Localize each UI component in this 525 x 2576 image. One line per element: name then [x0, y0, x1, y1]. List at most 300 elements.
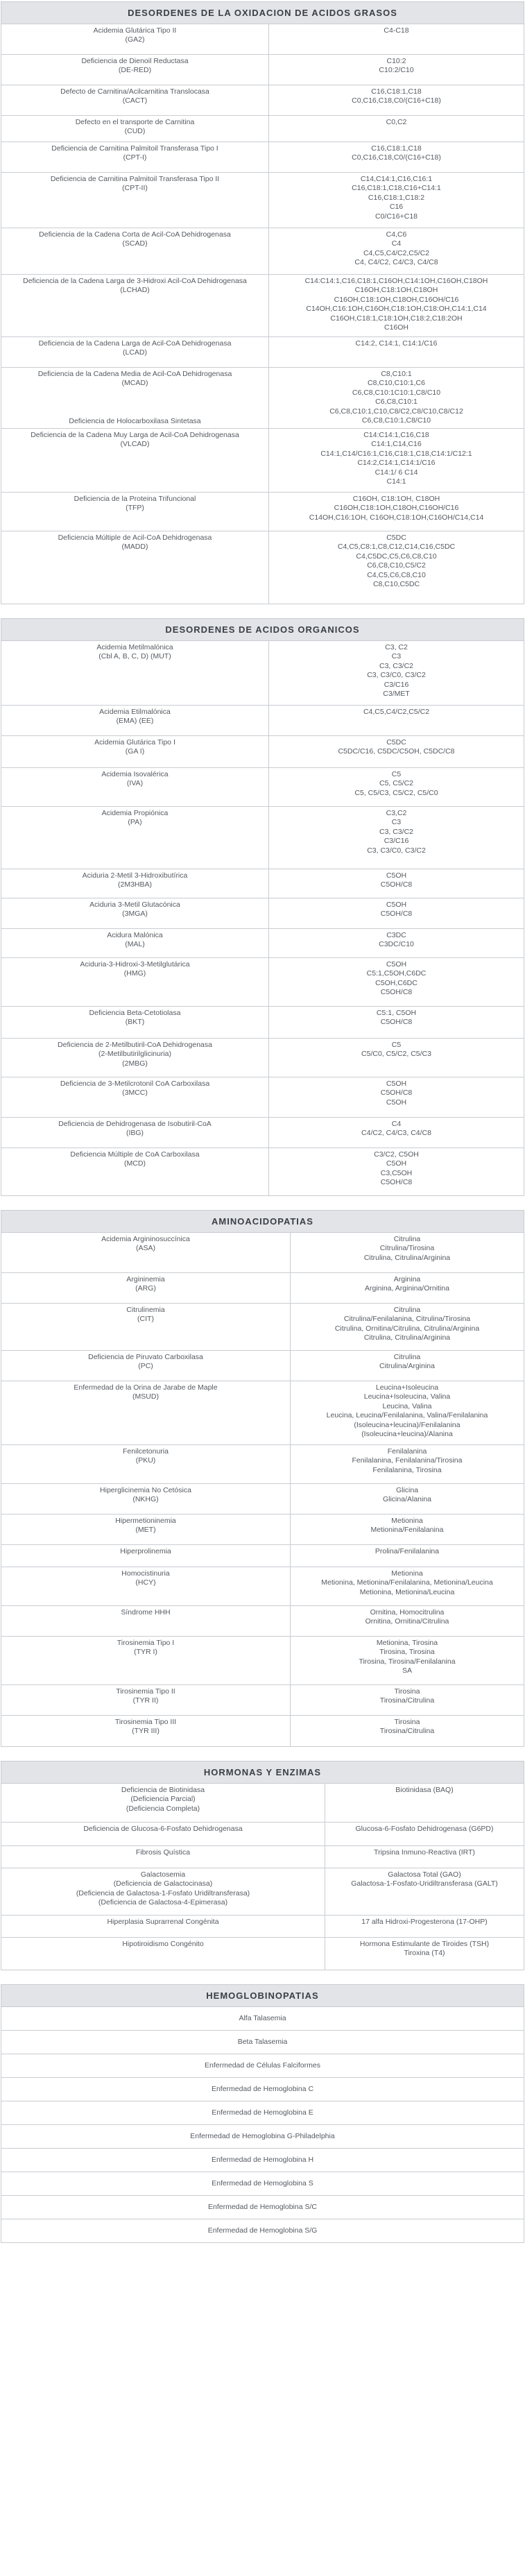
section-organic-acids [1, 618, 524, 1196]
disorder-name-line: Hiperprolinemia [120, 1547, 171, 1555]
disorder-name-line: (Deficiencia de Galactosa-4-Epimerasa) [98, 1898, 228, 1907]
marker-cell [269, 493, 524, 531]
hemoglobinopathy-name: Beta Talasemia [237, 2038, 288, 2046]
disorder-name-line: (Cbl A, B, C, D) (MUT) [98, 652, 171, 661]
disorder-name-cell [1, 1381, 291, 1444]
marker-cell [325, 1868, 524, 1915]
disorder-name-line: (2-Metilbutirilglicinuria) [98, 1050, 172, 1059]
marker-line: C6,C8,C10:1C10:1,C8/C10 [352, 388, 441, 397]
table-row [1, 929, 524, 958]
disorder-name-cell [1, 807, 269, 869]
disorder-name-cell [1, 1637, 291, 1684]
marker-line: C3, C3/C2 [379, 661, 414, 670]
disorder-name-line: Homocistinuria [121, 1569, 170, 1578]
marker-line: C3/MET [383, 690, 410, 699]
disorder-name-line: (PKU) [135, 1456, 156, 1465]
marker-line: C8,C10:1 [381, 370, 412, 378]
marker-cell [269, 531, 524, 604]
marker-cell [269, 429, 524, 492]
list-item [1, 2219, 524, 2242]
disorder-name-line: Deficiencia de 3-Metilcrotonil CoA Carboxilasa [60, 1080, 210, 1088]
disorder-name-line: Tirosinemia Tipo I [117, 1639, 175, 1647]
marker-line: SA [402, 1666, 412, 1675]
marker-cell [291, 1445, 524, 1483]
marker-cell [325, 1784, 524, 1822]
marker-line: C5OH [386, 871, 407, 880]
disorder-name-cell [1, 1233, 291, 1272]
disorder-name-line: Deficiencia Múltiple de CoA Carboxilasa [70, 1150, 200, 1159]
table-row [1, 1846, 524, 1868]
marker-line: Tirosina [394, 1718, 420, 1726]
marker-line: (Isoleucina+leucina)/Alanina [361, 1430, 453, 1439]
disorder-rows [1, 24, 524, 604]
marker-line: Metionina, Tirosina [376, 1639, 438, 1647]
disorder-name-cell [1, 24, 269, 54]
list-item [1, 2031, 524, 2054]
marker-line: C4 [391, 239, 402, 248]
marker-line: Ornitina, Ornitina/Citrulina [365, 1617, 449, 1626]
disorder-name-line: (VLCAD) [120, 440, 150, 449]
marker-cell [291, 1606, 524, 1636]
disorder-name-cell [1, 55, 269, 85]
disorder-name-line: Fenilcetonuria [123, 1447, 169, 1456]
marker-line: C4,C5,C6,C8,C10 [367, 570, 426, 579]
marker-cell [291, 1484, 524, 1514]
table-row [1, 1868, 524, 1916]
table-row [1, 1233, 524, 1273]
table-row [1, 493, 524, 531]
marker-cell [291, 1515, 524, 1544]
marker-cell [325, 1938, 524, 1970]
table-row [1, 768, 524, 807]
marker-line: C16OH, C18:1OH, C18OH [352, 495, 440, 503]
marker-line: Citrulina/Arginina [379, 1362, 435, 1371]
disorder-name-line: (EMA) (EE) [116, 717, 154, 726]
marker-cell [269, 1007, 524, 1038]
disorder-name-cell [1, 1148, 269, 1195]
table-row [1, 1118, 524, 1148]
disorder-name-line: (HCY) [135, 1578, 156, 1587]
marker-line: C4,C5,C8:1,C8,C12,C14,C16,C5DC [337, 543, 456, 552]
marker-line: Tirosina, Tirosina/Fenilalanina [359, 1657, 456, 1666]
table-row [1, 228, 524, 275]
marker-line: C4,C5DC,C5,C6,C8,C10 [356, 552, 437, 561]
disorder-name-cell [1, 1846, 325, 1868]
marker-line: C4/C2, C4/C3, C4/C8 [361, 1129, 431, 1138]
marker-line: Metionina, Metionina/Fenilalanina, Metionina/Leucina [321, 1578, 493, 1587]
table-row [1, 1304, 524, 1351]
disorder-name-cell [1, 1784, 325, 1822]
marker-line: C4 [391, 1120, 402, 1128]
marker-cell [291, 1351, 524, 1381]
disorder-name-line: Aciduria-3-Hidroxi-3-Metilglutárica [80, 960, 190, 969]
marker-line: C5OH [386, 1080, 407, 1088]
section-fatty-acid-oxidation [1, 1, 524, 604]
marker-line: Tripsina Inmuno-Reactiva (IRT) [374, 1848, 475, 1857]
marker-cell [269, 958, 524, 1006]
marker-line: Fenilalanina, Tirosina [372, 1465, 442, 1474]
marker-line: C14:1/ 6 C14 [375, 468, 418, 477]
marker-cell [291, 1685, 524, 1715]
disorder-name-line: Tirosinemia Tipo II [116, 1687, 175, 1696]
table-row [1, 531, 524, 604]
disorder-name-line: (DE-RED) [118, 66, 152, 75]
marker-cell [269, 898, 524, 928]
disorder-name-line: Deficiencia de la Cadena Larga de Acil-CoA Dehidrogenasa [38, 339, 232, 348]
marker-line: Galactosa-1-Fosfato-Uridiltransferasa (GALT) [351, 1879, 498, 1888]
marker-line: C6,C8,C10,C5/C2 [367, 561, 426, 570]
marker-cell [269, 24, 524, 54]
marker-line: C5:1,C5OH,C6DC [366, 969, 427, 978]
marker-line: C16,C18:1,C18 [371, 144, 422, 153]
disorder-name-line: (ARG) [135, 1284, 156, 1293]
disorder-name-cell [1, 1484, 291, 1514]
disorder-name-line: Acidemia Metilmalónica [96, 643, 173, 651]
section-title: HORMONAS Y ENZIMAS [1, 1762, 524, 1784]
marker-line: Arginina [393, 1275, 421, 1283]
marker-cell [269, 85, 524, 115]
disorder-name-cell [1, 1351, 291, 1381]
marker-line: C14OH,C16:1OH,C16OH,C18:1OH,C18:OH,C14:1,C14 [306, 305, 487, 314]
marker-line: C5OH/C8 [380, 910, 413, 919]
marker-line: C14:C14:1,C16,C18:1,C16OH,C14:1OH,C16OH,C18OH [304, 277, 488, 285]
marker-cell [269, 706, 524, 735]
marker-line: Citrulina [393, 1306, 421, 1314]
disorder-name-line: (3MCC) [122, 1089, 148, 1098]
table-row [1, 1039, 524, 1077]
disorder-name-line: (PC) [138, 1362, 153, 1371]
table-row [1, 142, 524, 173]
marker-line: Tirosina, Tirosina [379, 1648, 435, 1657]
marker-line: Leucina, Valina [382, 1401, 432, 1410]
list-item [1, 2172, 524, 2196]
section-aminoacidopathies [1, 1210, 524, 1747]
table-row [1, 55, 524, 85]
list-item [1, 2125, 524, 2149]
disorder-name-line: (PA) [128, 818, 142, 827]
disorder-name-line: Acidemia Etilmalónica [99, 708, 171, 716]
marker-line: Metionina [391, 1569, 423, 1578]
disorder-name-cell [1, 1273, 291, 1303]
disorder-name-cell [1, 1716, 291, 1746]
marker-line: C3 [391, 652, 402, 661]
table-row [1, 173, 524, 228]
marker-line: C5OH/C8 [380, 1089, 413, 1098]
marker-line: Citrulina [393, 1353, 421, 1361]
section-title: DESORDENES DE ACIDOS ORGANICOS [1, 619, 524, 641]
disorder-name-cell [1, 1823, 325, 1845]
disorder-name-line: (MCD) [124, 1159, 146, 1168]
table-row [1, 1716, 524, 1746]
marker-line: C5 [391, 770, 402, 778]
marker-cell [291, 1716, 524, 1746]
marker-line: C14:1,C14/C16:1,C16,C18:1,C18,C14:1/C12:1 [320, 449, 472, 458]
marker-line: Metionina [391, 1517, 423, 1525]
marker-line: C16OH,C18:1OH,C18OH,C16OH/C16 [334, 504, 459, 513]
disorder-name-line: Deficiencia de Glucosa-6-Fosfato Dehidrogenasa [83, 1825, 243, 1833]
disorder-name-line: (CPT-I) [123, 153, 147, 162]
disorder-name-cell [1, 368, 269, 428]
marker-cell [325, 1846, 524, 1868]
disorder-name-line: (LCAD) [122, 348, 147, 357]
table-row [1, 1567, 524, 1606]
marker-line: C5OH [386, 960, 407, 969]
marker-line: Ornitina, Homocitrulina [370, 1608, 445, 1617]
disorder-name-line: (GA I) [125, 747, 145, 756]
disorder-name-line: Deficiencia de la Cadena Larga de 3-Hidroxi Acil-CoA Dehidrogenasa [23, 277, 247, 285]
marker-line: C5DC/C16, C5DC/C5OH, C5DC/C8 [338, 747, 455, 756]
marker-line: C8,C10,C5DC [372, 580, 420, 589]
marker-line: C16OH,C18:1OH,C18OH [354, 286, 438, 295]
marker-line: C16,C18:1,C18,C16+C14:1 [352, 184, 441, 193]
marker-line: Citrulina, Citrulina/Arginina [363, 1253, 451, 1262]
marker-line: C10:2/C10 [379, 66, 414, 75]
table-row [1, 85, 524, 116]
marker-line: 17 alfa Hidroxi-Progesterona (17-OHP) [361, 1918, 488, 1926]
marker-line: Leucina+Isoleucina [375, 1383, 439, 1392]
marker-cell [269, 869, 524, 898]
marker-line: Biotinidasa (BAQ) [395, 1786, 454, 1794]
hemoglobinopathy-name: Enfermedad de Hemoglobina S/G [207, 2226, 318, 2235]
marker-line: C3, C2 [385, 643, 408, 651]
marker-line: C5 [391, 1041, 402, 1049]
disorder-name-line: Síndrome HHH [121, 1608, 171, 1617]
disorder-name-line: (GA2) [125, 35, 145, 44]
table-row [1, 116, 524, 142]
disorder-name-line: Acidemia Argininosuccínica [101, 1235, 190, 1243]
disorder-name-line: (MADD) [121, 543, 148, 552]
section-title: HEMOGLOBINOPATIAS [1, 1985, 524, 2007]
disorder-name-line: Deficiencia de Dienoil Reductasa [81, 57, 189, 65]
marker-line: C5:1, C5OH [376, 1009, 417, 1017]
disorder-name-line: (Deficiencia Parcial) [130, 1795, 196, 1804]
disorder-name-cell [1, 531, 269, 604]
marker-line: Fenilalanina, Fenilalanina/Tirosina [352, 1456, 463, 1465]
marker-line: (Isoleucina+leucina)/Fenilalanina [354, 1420, 461, 1429]
table-row [1, 429, 524, 493]
marker-line: Galactosa Total (GAO) [388, 1870, 461, 1879]
marker-cell [291, 1567, 524, 1605]
disorder-name-cell [1, 1445, 291, 1483]
section-title: AMINOACIDOPATIAS [1, 1211, 524, 1233]
table-row [1, 1077, 524, 1118]
disorder-name-line: Deficiencia de Carnitina Palmitoil Transferasa Tipo I [51, 144, 218, 153]
marker-line: C14:2, C14:1, C14:1/C16 [355, 339, 438, 348]
marker-cell [269, 368, 524, 428]
disorder-name-line: Defecto en el transporte de Carnitina [75, 118, 195, 126]
disorder-name-cell [1, 1916, 325, 1937]
marker-cell [291, 1545, 524, 1567]
disorder-name-cell [1, 1938, 325, 1970]
disorder-name-line: (HMG) [123, 969, 146, 978]
disorder-name-cell [1, 768, 269, 806]
disorder-name-line: (ASA) [135, 1244, 155, 1253]
hemoglobinopathy-name: Enfermedad de Hemoglobina H [211, 2156, 314, 2164]
marker-line: C3DC/C10 [379, 940, 414, 949]
disorder-name-cell [1, 1567, 291, 1605]
marker-line: Fenilalanina [387, 1447, 427, 1456]
marker-line: C5OH,C6DC [375, 978, 418, 987]
marker-line: C5DC [386, 738, 406, 747]
disorder-name-line: Hipermetioninemia [115, 1517, 176, 1525]
disorder-name-cell [1, 1606, 291, 1636]
table-row [1, 1545, 524, 1567]
disorder-name-line: Defecto de Carnitina/Acilcarnitina Translocasa [60, 87, 209, 96]
marker-line: C5DC [386, 534, 406, 542]
marker-line: C14,C14:1,C16,C16:1 [360, 175, 433, 183]
disorder-name-line: (IVA) [126, 779, 144, 788]
disorder-name-line: Hipotiroidismo Congénito [122, 1940, 204, 1948]
marker-line: Metionina/Fenilalanina [370, 1526, 444, 1535]
marker-line: Citrulina/Tirosina [379, 1244, 435, 1253]
table-row [1, 706, 524, 736]
marker-line: C5OH [386, 1159, 407, 1168]
disorder-name-line: Deficiencia Beta-Cetotiolasa [89, 1009, 181, 1017]
marker-line: Glicina [395, 1486, 419, 1494]
marker-line: C3 [391, 818, 402, 827]
disorder-name-cell [1, 1304, 291, 1350]
marker-line: C3DC [386, 931, 406, 939]
disorder-name-line: (MET) [135, 1526, 156, 1535]
disorder-name-line: Deficiencia de la Proteina Trifuncional [74, 495, 196, 503]
disorder-name-cell [1, 736, 269, 767]
disorder-name-cell [1, 1545, 291, 1567]
disorder-name-line: (IBG) [126, 1129, 144, 1138]
disorder-name-line: Deficiencia de Carnitina Palmitoil Transferasa Tipo II [50, 175, 220, 183]
disorder-name-cell [1, 228, 269, 274]
disorder-name-line: Hiperplasia Suprarrenal Congénita [107, 1918, 219, 1926]
disorder-name-cell [1, 929, 269, 957]
marker-line: C3,C5OH [380, 1168, 413, 1177]
marker-line: C3, C3/C0, C3/C2 [367, 671, 426, 680]
marker-line: C6,C8,C10:1 [375, 398, 418, 407]
table-row [1, 869, 524, 898]
table-row [1, 1381, 524, 1445]
marker-line: C3/C16 [384, 680, 409, 689]
disorder-name-cell [1, 85, 269, 115]
marker-line: Metionina, Metionina/Leucina [359, 1587, 455, 1596]
marker-cell [269, 55, 524, 85]
marker-cell [269, 228, 524, 274]
marker-line: C4,C5,C4/C2,C5/C2 [363, 708, 430, 716]
list-item [1, 2054, 524, 2078]
marker-cell [269, 736, 524, 767]
table-row [1, 337, 524, 368]
hemo-rows [1, 2007, 524, 2242]
table-row [1, 1685, 524, 1716]
marker-line: C8,C10,C10:1,C6 [368, 379, 425, 388]
marker-cell [269, 641, 524, 705]
disorder-name-line: (Deficiencia de Galactocinasa) [113, 1879, 213, 1888]
disorder-name-line: (TYR III) [132, 1727, 160, 1736]
marker-line: Hormona Estimulante de Tiroides (TSH) [359, 1940, 490, 1948]
disorder-name-line: Acidemia Glutárica Tipo II [93, 26, 177, 35]
disorder-name-line: Deficiencia de 2-Metilbutiril-CoA Dehidrogenasa [58, 1041, 212, 1049]
disorder-name-line: Hiperglicinemia No Cetósica [100, 1486, 191, 1494]
marker-line: C5OH/C8 [380, 1018, 413, 1027]
list-item [1, 2149, 524, 2172]
table-row [1, 368, 524, 429]
marker-line: C6,C8,C10:1,C10,C8/C2,C8/C10,C8/C12 [329, 407, 463, 416]
list-item [1, 2078, 524, 2101]
table-row [1, 1148, 524, 1195]
marker-line: C0,C16,C18,C0/(C16+C18) [352, 153, 441, 162]
disorder-name-line: (CPT-II) [122, 184, 148, 193]
disorder-name-cell [1, 173, 269, 228]
disorder-name-line: (LCHAD) [120, 286, 150, 295]
marker-line: C5OH/C8 [380, 880, 413, 889]
table-row [1, 1823, 524, 1846]
disorder-name-cell [1, 116, 269, 142]
disorder-name-line: Fibrosis Quística [135, 1848, 191, 1857]
disorder-name-line: Acidemia Isovalérica [101, 770, 169, 778]
disorder-name-line: (MAL) [125, 940, 145, 949]
marker-line: C16OH [384, 323, 408, 332]
marker-line: C16,C18:1,C18 [371, 87, 422, 96]
disorder-name-line: Acidura Malónica [107, 931, 163, 939]
hemoglobinopathy-name: Enfermedad de Hemoglobina S/C [207, 2203, 317, 2211]
marker-cell [269, 275, 524, 336]
marker-line: C4,C6 [386, 230, 407, 239]
table-row [1, 736, 524, 768]
table-row [1, 1916, 524, 1938]
marker-line: C16OH,C18:1OH,C18OH,C16OH/C16 [334, 295, 459, 304]
disorder-name-cell [1, 142, 269, 172]
marker-line: Citrulina, Citrulina/Arginina [363, 1333, 451, 1342]
marker-line: C4,C5,C4/C2,C5/C2 [363, 248, 430, 257]
disorder-name-line: Deficiencia de Biotinidasa [121, 1786, 205, 1794]
marker-cell [269, 807, 524, 869]
marker-line: C3,C2 [386, 809, 407, 817]
section-hormones-enzymes [1, 1761, 524, 1970]
marker-line: Glucosa-6-Fosfato Dehidrogenasa (G6PD) [355, 1825, 494, 1833]
disorder-name-line: (Deficiencia Completa) [126, 1804, 200, 1813]
disorder-name-line: (TYR I) [134, 1648, 157, 1657]
marker-line: C5/C0, C5/C2, C5/C3 [361, 1050, 431, 1059]
disorder-name-line: Acidemia Propiónica [101, 809, 169, 817]
marker-cell [269, 142, 524, 172]
marker-cell [291, 1381, 524, 1444]
disorder-name-cell [1, 1007, 269, 1038]
marker-line: C3/C16 [384, 837, 409, 846]
disorder-name-line: Citrulinemia [126, 1306, 165, 1314]
disorder-rows [1, 1233, 524, 1746]
marker-cell [269, 929, 524, 957]
hemoglobinopathy-name: Enfermedad de Hemoglobina S [212, 2179, 313, 2187]
disorder-name-line: Enfermedad de la Orina de Jarabe de Maple [74, 1383, 218, 1392]
marker-cell [269, 1148, 524, 1195]
table-row [1, 1007, 524, 1039]
disorder-name-cell [1, 429, 269, 492]
list-item [1, 2196, 524, 2219]
table-row [1, 1445, 524, 1484]
disorder-name-line: Deficiencia de Piruvato Carboxilasa [88, 1353, 203, 1361]
table-row [1, 1938, 524, 1970]
marker-cell [269, 768, 524, 806]
marker-line: C6,C8,C10:1,C8/C10 [361, 416, 431, 425]
disorder-name-line: (NKHG) [132, 1495, 159, 1504]
table-row [1, 1606, 524, 1637]
marker-line: C14OH,C16:1OH, C16OH,C18:1OH,C16OH/C14,C14 [309, 513, 484, 522]
marker-line: C5, C5/C2 [379, 779, 414, 788]
table-row [1, 1784, 524, 1823]
disorder-name-line: Deficiencia de la Cadena Corta de Acil-CoA Dehidrogenasa [39, 230, 231, 239]
marker-line: C0/C16+C18 [375, 212, 418, 221]
table-row [1, 1273, 524, 1304]
hemoglobinopathy-name: Enfermedad de Hemoglobina E [212, 2108, 313, 2117]
disorder-name-cell [1, 1685, 291, 1715]
disorder-name-line: Deficiencia de Holocarboxilasa Sintetasa [69, 416, 201, 425]
